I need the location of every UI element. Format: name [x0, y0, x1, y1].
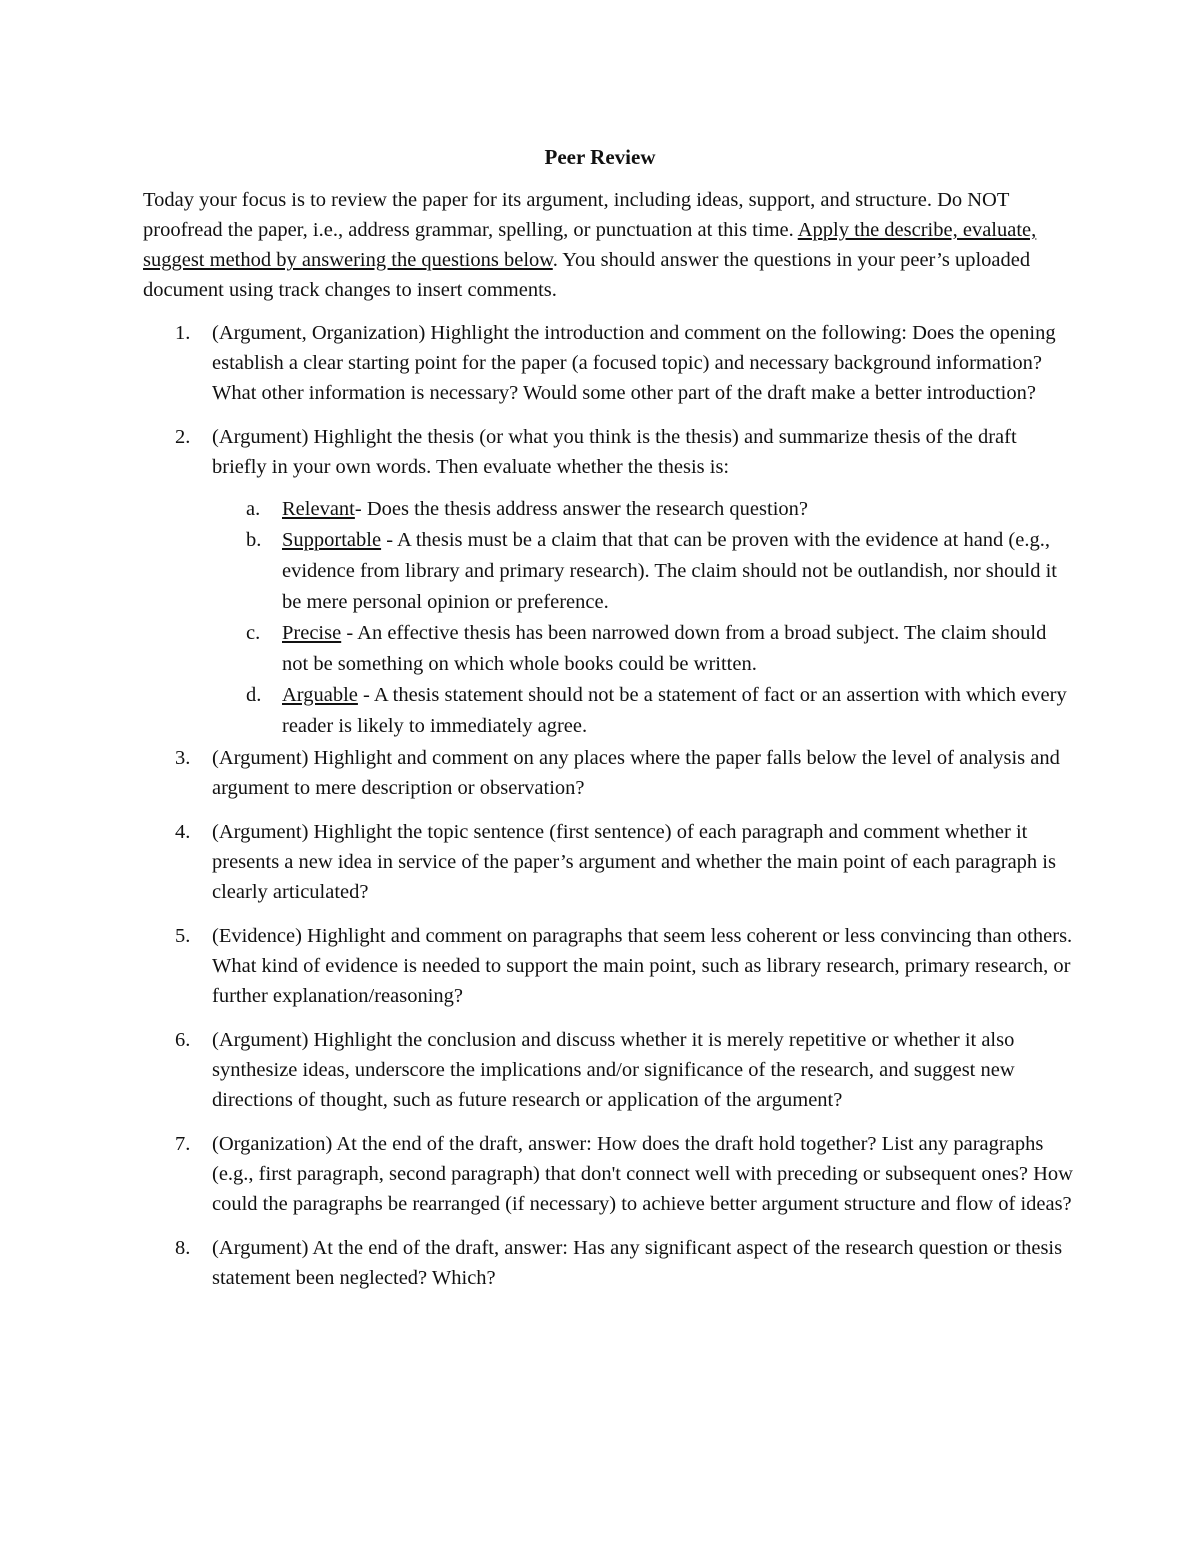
- item-number: 7.: [175, 1133, 191, 1155]
- page-title: Peer Review: [544, 145, 656, 169]
- list-item: [143, 1233, 1073, 1293]
- sub-item-term: Precise: [282, 622, 342, 644]
- list-item: [143, 1025, 1073, 1115]
- sub-item-term: Arguable: [282, 684, 358, 706]
- intro-text-part1: Today your focus is to review the paper for its argument, including ideas, support, and structure. Do NOT proofread the paper, i.e., address grammar, spelling, or punctuation at this time.: [143, 189, 1010, 241]
- sub-item-term: Supportable: [282, 529, 382, 551]
- item-text: (Argument) At the end of the draft, answer: Has any significant aspect of the research question or thesis statement been neglected? Which?: [212, 1237, 1063, 1289]
- sub-item-text: - A thesis statement should not be a statement of fact or an assertion with which every reader is likely to immediately agree.: [282, 684, 1067, 737]
- sub-item-text: - An effective thesis has been narrowed down from a broad subject. The claim should not be something on which whole books could be written.: [282, 622, 1047, 675]
- sub-item-letter: b.: [246, 529, 262, 551]
- item-text: (Organization) At the end of the draft, answer: How does the draft hold together? List any paragraphs (e.g., first paragraph, second paragraph) that don't connect well with preceding or subsequent ones? How could the paragraphs be rearranged (if necessary) to achieve better argument structure and flow of ideas?: [212, 1133, 1073, 1215]
- list-item: [143, 817, 1073, 907]
- list-item: [143, 921, 1073, 1011]
- list-item: [143, 318, 1073, 408]
- intro-underlined-instruction: Apply the describe, evaluate, suggest method by answering the questions below: [143, 219, 1037, 271]
- item-number: 2.: [175, 426, 191, 448]
- item-text: (Evidence) Highlight and comment on paragraphs that seem less coherent or less convincing than others. What kind of evidence is needed to support the main point, such as library research, primary research, or further explanation/reasoning?: [212, 925, 1073, 1007]
- sub-item-text: - A thesis must be a claim that that can be proven with the evidence at hand (e.g., evidence from library and primary research). The claim should not be outlandish, nor should it be mere personal opinion or preference.: [282, 529, 1057, 613]
- intro-text-part2: . You should answer the questions in your peer’s uploaded document using track changes to insert comments.: [143, 249, 1031, 301]
- list-item: [143, 422, 1073, 742]
- item-number: 5.: [175, 925, 191, 947]
- list-item: [143, 1129, 1073, 1219]
- sub-item-text: - Does the thesis address answer the research question?: [354, 498, 808, 520]
- item-text: (Argument) Highlight the thesis (or what you think is the thesis) and summarize thesis of the draft briefly in your own words. Then evaluate whether the thesis is:: [212, 426, 1017, 478]
- sub-list-item: [212, 680, 1073, 742]
- item-text: (Argument, Organization) Highlight the introduction and comment on the following: Does the opening establish a clear starting point for the paper (a focused topic) and necessary background information? What other information is necessary? Would some other part of the draft make a better introduction?: [212, 322, 1056, 404]
- sub-list-item: [212, 525, 1073, 618]
- item-text: (Argument) Highlight the conclusion and discuss whether it is merely repetitive or whether it also synthesize ideas, underscore the implications and/or significance of the research, and suggest new directions of thought, such as future research or application of the argument?: [212, 1029, 1015, 1111]
- item-text: (Argument) Highlight the topic sentence (first sentence) of each paragraph and comment whether it presents a new idea in service of the paper’s argument and whether the main point of each paragraph is clearly articulated?: [212, 821, 1056, 903]
- sub-list-item: [212, 494, 1073, 525]
- sub-item-letter: c.: [246, 622, 261, 644]
- item-number: 8.: [175, 1237, 191, 1259]
- question-list: [143, 318, 1073, 1307]
- sub-list-item: [212, 618, 1073, 680]
- item-number: 3.: [175, 747, 191, 769]
- intro-paragraph: [143, 185, 1073, 305]
- thesis-criteria-list: [212, 494, 1073, 742]
- item-text: (Argument) Highlight and comment on any places where the paper falls below the level of analysis and argument to mere description or observation?: [212, 747, 1060, 799]
- sub-item-term: Relevant: [282, 498, 355, 520]
- item-number: 4.: [175, 821, 191, 843]
- item-number: 1.: [175, 322, 191, 344]
- sub-item-letter: d.: [246, 684, 262, 706]
- sub-item-letter: a.: [246, 498, 261, 520]
- item-number: 6.: [175, 1029, 191, 1051]
- list-item: [143, 743, 1073, 803]
